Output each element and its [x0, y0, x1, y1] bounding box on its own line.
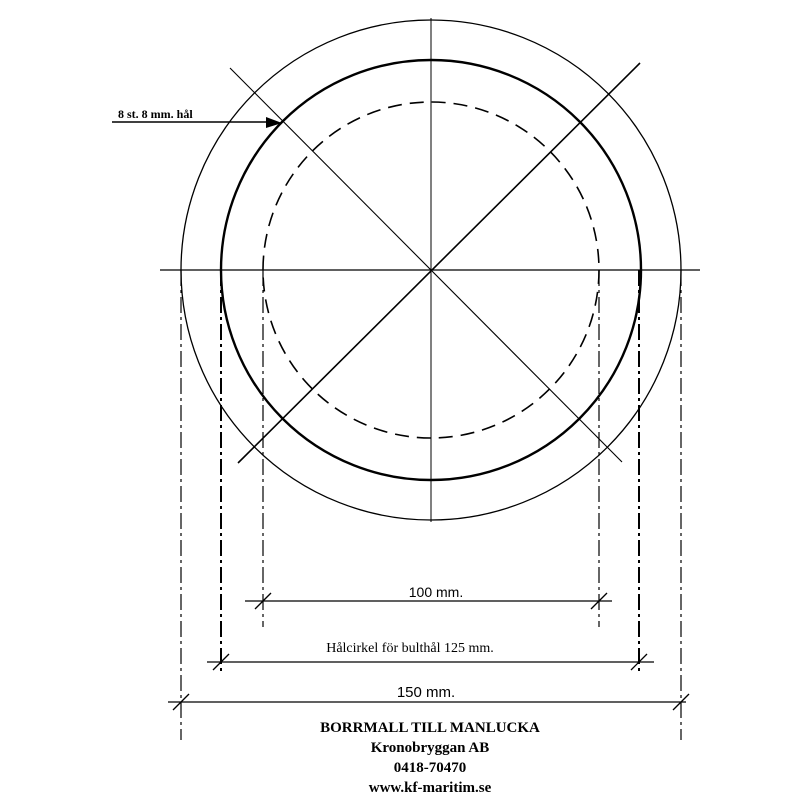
- dim-label-150: 150 mm.: [396, 684, 456, 701]
- diagonal-line-2: [238, 63, 640, 463]
- website-url: www.kf-maritim.se: [368, 780, 492, 796]
- holes-leader-arrowhead: [266, 117, 282, 128]
- phone-number: 0418-70470: [393, 760, 467, 776]
- dim-label-100: 100 mm.: [408, 584, 464, 600]
- holes-label: 8 st. 8 mm. hål: [118, 107, 193, 121]
- title: BORRMALL TILL MANLUCKA: [320, 720, 540, 736]
- company-name: Kronobryggan AB: [370, 740, 490, 756]
- dim-label-125: Hålcirkel för bulthål 125 mm.: [326, 641, 494, 656]
- diagonal-line-1: [230, 68, 622, 462]
